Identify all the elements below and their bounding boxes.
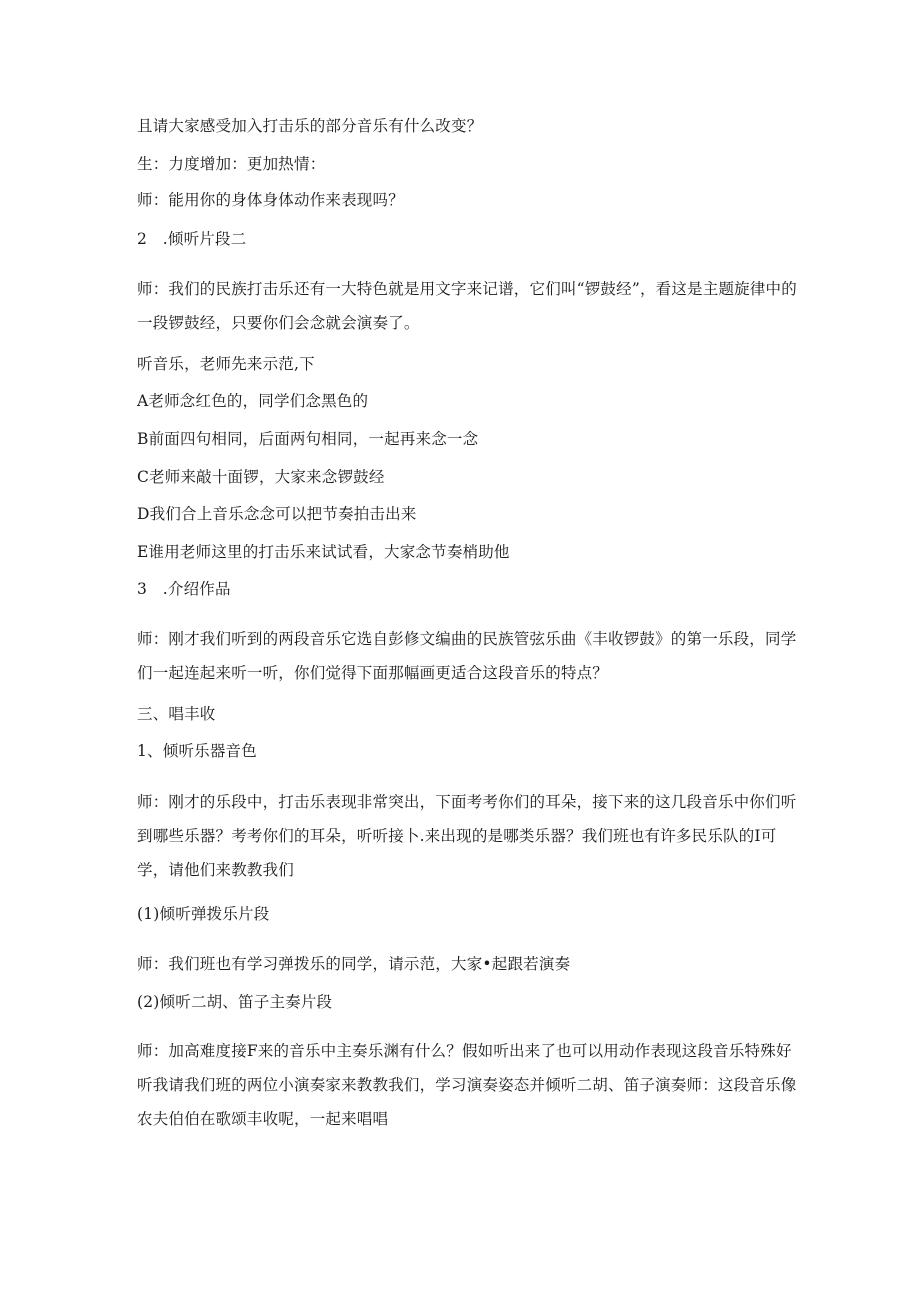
list-item-a: A老师念红色的，同学们念黑色的 [137, 392, 369, 410]
paragraph-6: 师：刚才我们听到的两段音乐它选自彭修文编曲的民族管弦乐曲《丰收锣鼓》的第一乐段，同学们一起连起来听一听，你们觉得下面那幅画更适合这段音乐的特点？ [137, 630, 797, 682]
paragraph-4: 师：我们的民族打击乐还有一大特色就是用文字来记谱，它们叫“锣鼓经”，看这是主题旋律中的一段锣鼓经，只要你们会念就会演奏了。 [137, 280, 797, 332]
paragraph-5: 听音乐，老师先来示范,下 [137, 355, 315, 373]
paragraph-1: 且请大家感受加入打击乐的部分音乐有什么改变？ [137, 117, 483, 135]
section-heading-3: 3 .介绍作品 [137, 580, 231, 598]
list-item-b: B前面四句相同，后面两句相同，一起再来念一念 [137, 430, 479, 448]
subheading-1-2: (2)倾听二胡、笛子主奏片段 [137, 993, 333, 1011]
chapter-heading-3: 三、唱丰收 [137, 705, 216, 723]
section-heading-2: 2 .倾听片段二 [137, 230, 247, 248]
paragraph-2: 生：力度增加：更加热情： [137, 155, 326, 173]
list-item-d: D我们合上音乐念念可以把节奏拍击出来 [137, 505, 417, 523]
paragraph-3: 师：能用你的身体身体动作来表现吗？ [137, 191, 404, 209]
list-item-c: C老师来敲十面锣，大家来念锣鼓经 [137, 468, 385, 486]
subheading-1: 1、倾听乐器音色 [137, 742, 257, 760]
list-item-e: E谁用老师这里的打击乐来试试看，大家念节奏梢助他 [137, 543, 510, 561]
paragraph-7: 师：刚才的乐段中，打击乐表现非常突出，下面考考你们的耳朵，接下来的这几段音乐中你们听到哪些乐器？考考你们的耳朵，听听接卜.来出现的是哪类乐器？我们班也有许多民乐队的I可学，请他们来教教我们 [137, 793, 797, 879]
subheading-1-1: (1)倾听弹拨乐片段 [137, 905, 270, 923]
paragraph-9: 师：加高难度接F来的音乐中主奏乐渊有什么？假如听出来了也可以用动作表现这段音乐特殊好听我请我们班的两位小演奏家来教教我们，学习演奏姿态并倾听二胡、笛子演奏师：这段音乐像农夫伯伯在歌颂丰收呢，一起来唱唱 [137, 1042, 797, 1128]
paragraph-8: 师：我们班也有学习弹拨乐的同学，请示范，大家•起跟若演奏 [137, 955, 571, 973]
